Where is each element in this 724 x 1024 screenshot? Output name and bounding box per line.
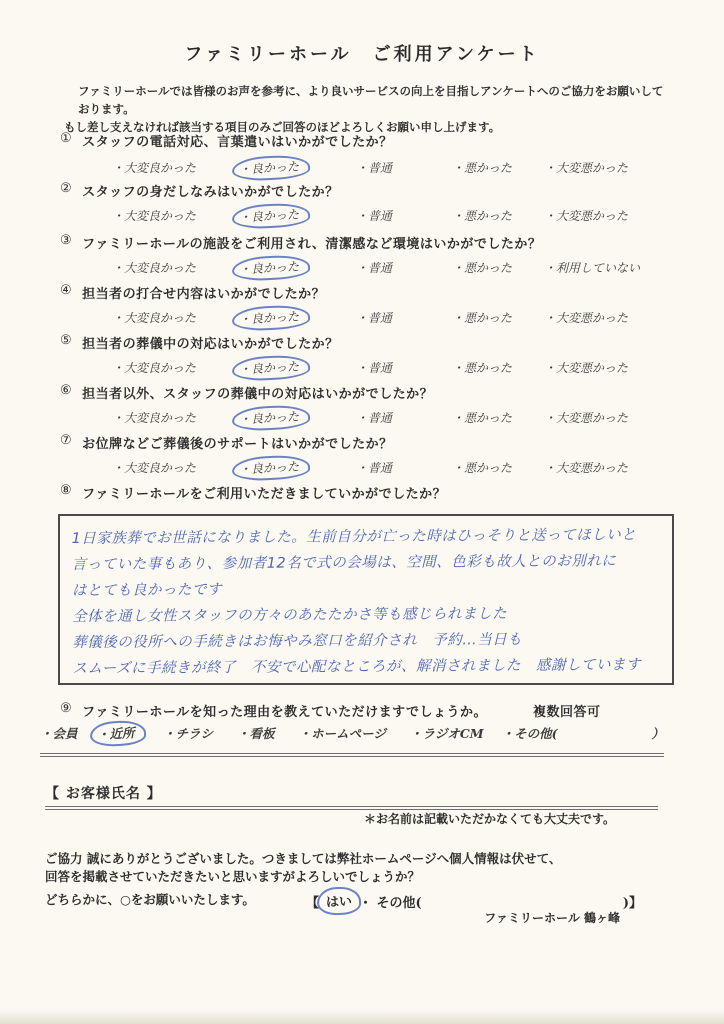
option: ・大変悪かった bbox=[544, 461, 629, 475]
selected-option bbox=[238, 459, 356, 480]
question-2-options bbox=[112, 207, 628, 228]
option: ・悪かった bbox=[452, 411, 513, 425]
closing-line-1: ご協力 誠にありがとうございました。つきましては弊社ホームページへ個人情報は伏せて、 bbox=[45, 851, 562, 866]
option: ・普通 bbox=[356, 461, 393, 475]
customer-name-label: 【 お客様氏名 】 bbox=[45, 786, 162, 802]
question-9-note: 複数回答可 bbox=[533, 705, 601, 720]
option: ・大変良かった bbox=[112, 461, 197, 475]
bracket-close: )】 bbox=[622, 895, 642, 911]
option: ・悪かった bbox=[452, 261, 513, 275]
question-1 bbox=[60, 131, 393, 150]
question-1-number: ① bbox=[60, 131, 73, 146]
customer-name-note: ＊お名前は記載いただかなくても大丈夫です。 bbox=[363, 812, 615, 826]
pen-circle-mark: ・良かった bbox=[231, 254, 310, 282]
question-2 bbox=[60, 181, 339, 200]
question-7-options bbox=[112, 459, 628, 480]
option: ・普通 bbox=[356, 311, 393, 325]
option: ・大変良かった bbox=[112, 209, 197, 223]
question-9 bbox=[60, 701, 601, 720]
question-5-text: 担当者の葬儀中の対応はいかがでしたか？ bbox=[82, 337, 339, 352]
option: ・普通 bbox=[356, 209, 393, 223]
comment-line-2: 言っていた事もあり、参加者12名で式の会場は、空間、色彩も故人とのお別れに bbox=[71, 553, 617, 574]
selected-option bbox=[238, 309, 356, 330]
intro-line-1: ファミリーホールでは皆様のお声を参考に、より良いサービスの向上を目指しアンケートへのご協力をお願いしております。 bbox=[78, 84, 664, 116]
question-6-text: 担当者以外、スタッフの葬儀中の対応はいかがでしたか？ bbox=[82, 387, 434, 402]
question-7 bbox=[60, 433, 393, 452]
choice-other: ・ その他( bbox=[359, 895, 422, 911]
selected-option bbox=[238, 159, 356, 180]
customer-name-section bbox=[45, 783, 658, 810]
pen-circle-mark: ・良かった bbox=[231, 154, 310, 182]
option: ・大変良かった bbox=[112, 411, 197, 425]
option-other: ・その他( bbox=[501, 726, 558, 741]
question-6-options bbox=[112, 409, 628, 430]
question-3 bbox=[60, 233, 541, 252]
option: ・会員 bbox=[40, 726, 78, 741]
option: ・大変良かった bbox=[112, 261, 197, 275]
option: ・大変悪かった bbox=[544, 311, 629, 325]
option: ・普通 bbox=[356, 161, 393, 175]
question-6 bbox=[60, 383, 433, 402]
comment-line-3: はとても良かったです bbox=[71, 582, 222, 600]
close-paren: ） bbox=[651, 726, 664, 741]
question-8-number: ⑧ bbox=[60, 483, 73, 498]
question-4 bbox=[60, 283, 325, 302]
option: ・大変良かった bbox=[112, 311, 197, 325]
intro-line-2: もし差し支えなければ該当する項目のみご回答のほどよろしくお願い申し上げます。 bbox=[64, 120, 501, 134]
question-5-options bbox=[112, 359, 628, 380]
option: ・悪かった bbox=[452, 311, 513, 325]
question-1-options bbox=[112, 159, 628, 180]
question-7-number: ⑦ bbox=[60, 433, 73, 448]
pen-circle-mark: ・良かった bbox=[231, 202, 310, 230]
pen-circle-mark: ・近所 bbox=[89, 720, 146, 748]
selected-option bbox=[238, 359, 356, 380]
question-9-number: ⑨ bbox=[60, 701, 73, 716]
question-4-options bbox=[112, 309, 628, 330]
question-8-text: ファミリーホールをご利用いただきましていかがでしたか？ bbox=[82, 487, 447, 502]
question-3-number: ③ bbox=[60, 233, 73, 248]
option: ・悪かった bbox=[452, 361, 513, 375]
option: ・看板 bbox=[237, 726, 275, 741]
comment-line-5: 葬儀後の役所への手続きはお悔やみ窓口を紹介され 予約…当日も bbox=[72, 631, 523, 652]
question-9-options bbox=[40, 724, 664, 757]
bracket-open: 【 bbox=[306, 895, 320, 911]
option: ・チラシ bbox=[163, 726, 214, 741]
comment-line-1: 1日家族葬でお世話になりました。生前自分が亡った時はひっそりと送ってほしいと bbox=[71, 527, 637, 548]
question-4-text: 担当者の打合せ内容はいかがでしたか？ bbox=[82, 287, 326, 302]
pen-circle-mark: ・良かった bbox=[231, 404, 310, 432]
question-6-number: ⑥ bbox=[60, 383, 73, 398]
pen-circle-mark: はい bbox=[317, 886, 362, 916]
option: ・ホームページ bbox=[298, 726, 386, 741]
handwritten-comment bbox=[71, 522, 662, 682]
question-1-text: スタッフの電話対応、言葉遣いはいかがでしたか？ bbox=[82, 135, 393, 150]
option: ・悪かった bbox=[452, 461, 513, 475]
option: ・大変悪かった bbox=[544, 411, 629, 425]
selected-option bbox=[238, 207, 356, 228]
closing-paragraph bbox=[45, 850, 645, 886]
option: ・大変悪かった bbox=[544, 361, 629, 375]
question-2-number: ② bbox=[60, 181, 73, 196]
option: ・普通 bbox=[356, 411, 393, 425]
question-9-text: ファミリーホールを知った理由を教えていただけますでしょうか。 bbox=[82, 705, 488, 720]
option: ・利用していない bbox=[544, 261, 641, 275]
question-4-number: ④ bbox=[60, 283, 73, 298]
pen-circle-mark: ・良かった bbox=[231, 354, 310, 382]
question-5-number: ⑤ bbox=[60, 333, 73, 348]
question-8 bbox=[60, 483, 446, 502]
question-5 bbox=[60, 333, 339, 352]
comment-line-6: スムーズに手続きが終了 不安で心配なところが、解消されました 感謝しています bbox=[72, 657, 642, 678]
pen-circle-mark: ・良かった bbox=[231, 454, 310, 482]
option: ・大変良かった bbox=[112, 161, 197, 175]
option: ・大変悪かった bbox=[544, 161, 629, 175]
page-title: ファミリーホール ご利用アンケート bbox=[184, 44, 540, 65]
option: ・普通 bbox=[356, 361, 393, 375]
intro-paragraph bbox=[64, 82, 664, 136]
question-3-options bbox=[112, 259, 640, 280]
selected-option bbox=[238, 259, 356, 280]
option: ・悪かった bbox=[452, 161, 513, 175]
closing-line-2: 回答を掲載させていただきたいと思いますがよろしいでしょうか？ bbox=[45, 869, 421, 884]
option: ・大変良かった bbox=[112, 361, 197, 375]
option: ・大変悪かった bbox=[544, 209, 629, 223]
brand-name: ファミリーホール 鶴ヶ峰 bbox=[484, 911, 620, 925]
comment-box bbox=[58, 514, 674, 685]
selected-option bbox=[238, 409, 356, 430]
circle-instruction: どちらかに、○をお願いいたします。 bbox=[45, 892, 255, 907]
question-2-text: スタッフの身だしなみはいかがでしたか？ bbox=[82, 185, 339, 200]
question-3-text: ファミリーホールの施設をご利用され、清潔感など環境はいかがでしたか？ bbox=[82, 237, 542, 252]
option: ・ラジオCM bbox=[409, 726, 484, 741]
comment-line-4: 全体を通し女性スタッフの方々のあたたかさ等も感じられました bbox=[72, 606, 508, 626]
option: ・普通 bbox=[356, 261, 393, 275]
question-7-text: お位牌などご葬儀後のサポートはいかがでしたか？ bbox=[82, 437, 393, 452]
pen-circle-mark: ・良かった bbox=[231, 304, 310, 332]
option: ・悪かった bbox=[452, 209, 513, 223]
